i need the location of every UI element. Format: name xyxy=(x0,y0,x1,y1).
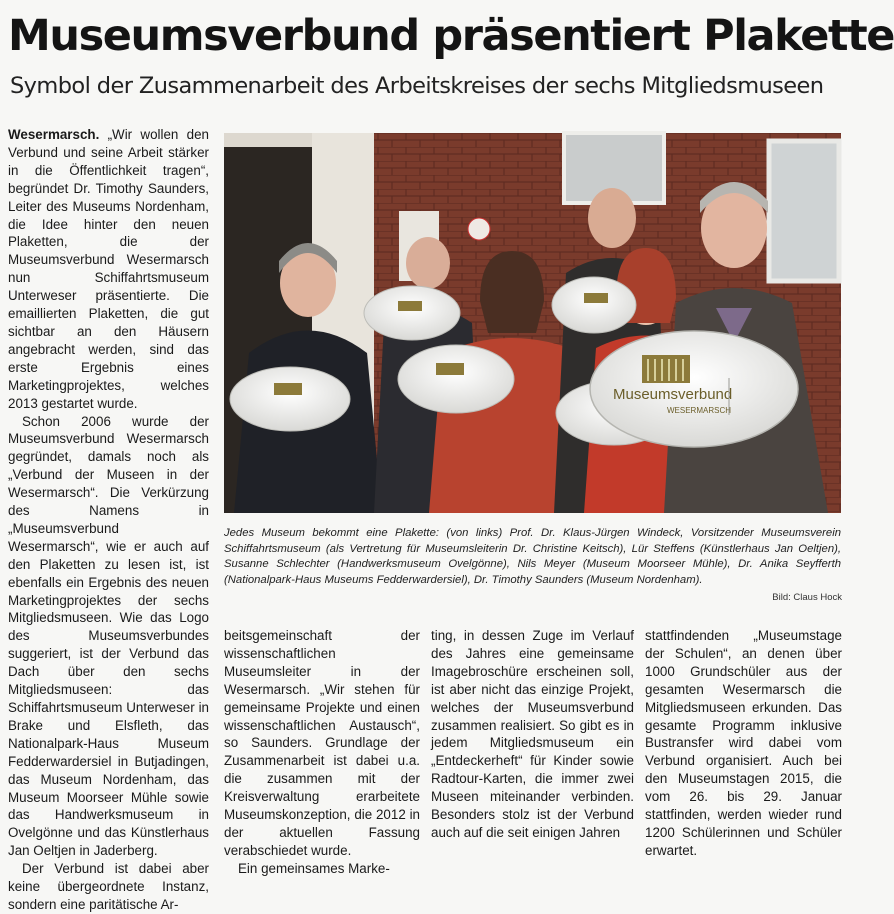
subheadline: Symbol der Zusammenarbeit des Arbeitskreises der sechs Mitgliedsmuseen xyxy=(10,73,824,99)
paragraph: Schon 2006 wurde der Museumsverbund Wesermarsch gegründet, damals noch als „Verbund der Museen in der Wesermarsch“. Die Verkürzung des Namens in „Museumsverbund Wesermarsch“, wie er auch auf den Plaketten zu lesen ist, ist ebenfalls ein Ergebnis des neuen Marketingprojektes der sechs Mitgliedsmuseen. Wie das Logo des Museumsverbundes suggeriert, ist der Verbund das Dach über den sechs Mitgliedsmuseen: das Schiffahrtsmuseum Unterweser in Brake und Elsfleth, das Nationalpark-Haus Museum Fedderwardersiel in Butjadingen, das Museum Nordenham, das Museum Moorseer Mühle sowie das Handwerksmuseum in Ovelgönne und das Künstlerhaus Jan Oeltjen in Jaderberg. xyxy=(8,413,209,859)
plaque-large xyxy=(590,331,798,447)
article-column-4 xyxy=(645,627,842,863)
plaque xyxy=(552,277,636,333)
dateline: Wesermarsch. xyxy=(8,127,100,142)
plaque xyxy=(364,286,460,340)
plaque-subtitle: WESERMARSCH xyxy=(667,406,732,415)
photo-credit: Bild: Claus Hock xyxy=(772,592,842,603)
paragraph: stattfindenden „Museumstage der Schulen“, an denen über 1000 Grundschüler aus der gesamten Wesermarsch die Mitgliedsmuseen erkunden. Das gesamte Programm inklusive Bustransfer wird dabei vom Verbund organisiert. Auch bei den Museumstagen 2015, die vom 26. bis 29. Januar stattfinden, werden wieder rund 1200 Schülerinnen und Schüler erwartet. xyxy=(645,628,842,858)
article-column-2 xyxy=(224,627,420,876)
plaque-title: Museumsverbund xyxy=(613,386,733,403)
paragraph: Ein gemeinsames Marke- xyxy=(238,860,390,876)
paragraph: „Wir wollen den Verbund und seine Arbeit stärker in die Öffentlichkeit tragen“, begründet Dr. Timothy Saunders, Leiter des Museums Nordenham, die Idee hinter den neuen Plaketten, die der Museumsverbund Wesermarsch nun Schiffahrtsmuseum Unterweser präsentierte. Die emaillierten Plaketten, die gut sichtbar an den Häusern angebracht werden, sind das erste Ergebnis eines Marketingprojektes, welches 2013 gestartet wurde. xyxy=(8,127,209,411)
photo-caption: Jedes Museum bekommt eine Plakette: (von links) Prof. Dr. Klaus-Jürgen Windeck, Vorsitzender Museumsverein Schiffahrtsmuseum (als Vertretung für Museumsleiterin Dr. Christine Keitsch), Lür Steffens (Künstlerhaus Jan Oeltjen), Susanne Schlechter (Handwerksmuseum Ovelgönne), Nils Meyer (Museum Moorseer Mühle), Dr. Anika Seyfferth (Nationalpark-Haus Museums Fedderwardersiel), Dr. Timothy Saunders (Museum Nordenham). xyxy=(224,527,841,586)
paragraph: beitsgemeinschaft der wissenschaftlichen Museumsleiter in der Wesermarsch. „Wir stehen für gemeinsame Projekte und einen wissenschaftlichen Austausch“, so Saunders. Grundlage der Zusammenarbeit ist dabei u.a. die zusammen mit der Kreisverwaltung erarbeitete Museumskonzeption, die 2012 in der aktuellen Fassung verabschiedet wurde. xyxy=(224,628,420,858)
article-photo xyxy=(224,133,841,513)
paragraph: ting, in dessen Zuge im Verlauf des Jahres eine gemeinsame Imagebroschüre erscheinen soll, ist aber nicht das einzige Projekt, welches der Museumsverbund zusammen realisiert. So gibt es in jedem Mitgliedsmuseum ein „Entdeckerheft“ für Kinder sowie Radtour-Karten, die immer zwei Museen miteinander verbinden. Besonders stolz ist der Verbund auch auf die seit einigen Jahren xyxy=(431,628,634,840)
plaque xyxy=(230,367,350,431)
plaque xyxy=(398,345,514,413)
article-column-3 xyxy=(431,627,634,863)
headline: Museumsverbund präsentiert Plakette xyxy=(8,11,894,61)
article-column-1 xyxy=(8,126,209,912)
paragraph: Der Verbund ist dabei aber keine übergeordnete Instanz, sondern eine paritätische Ar- xyxy=(8,861,209,912)
